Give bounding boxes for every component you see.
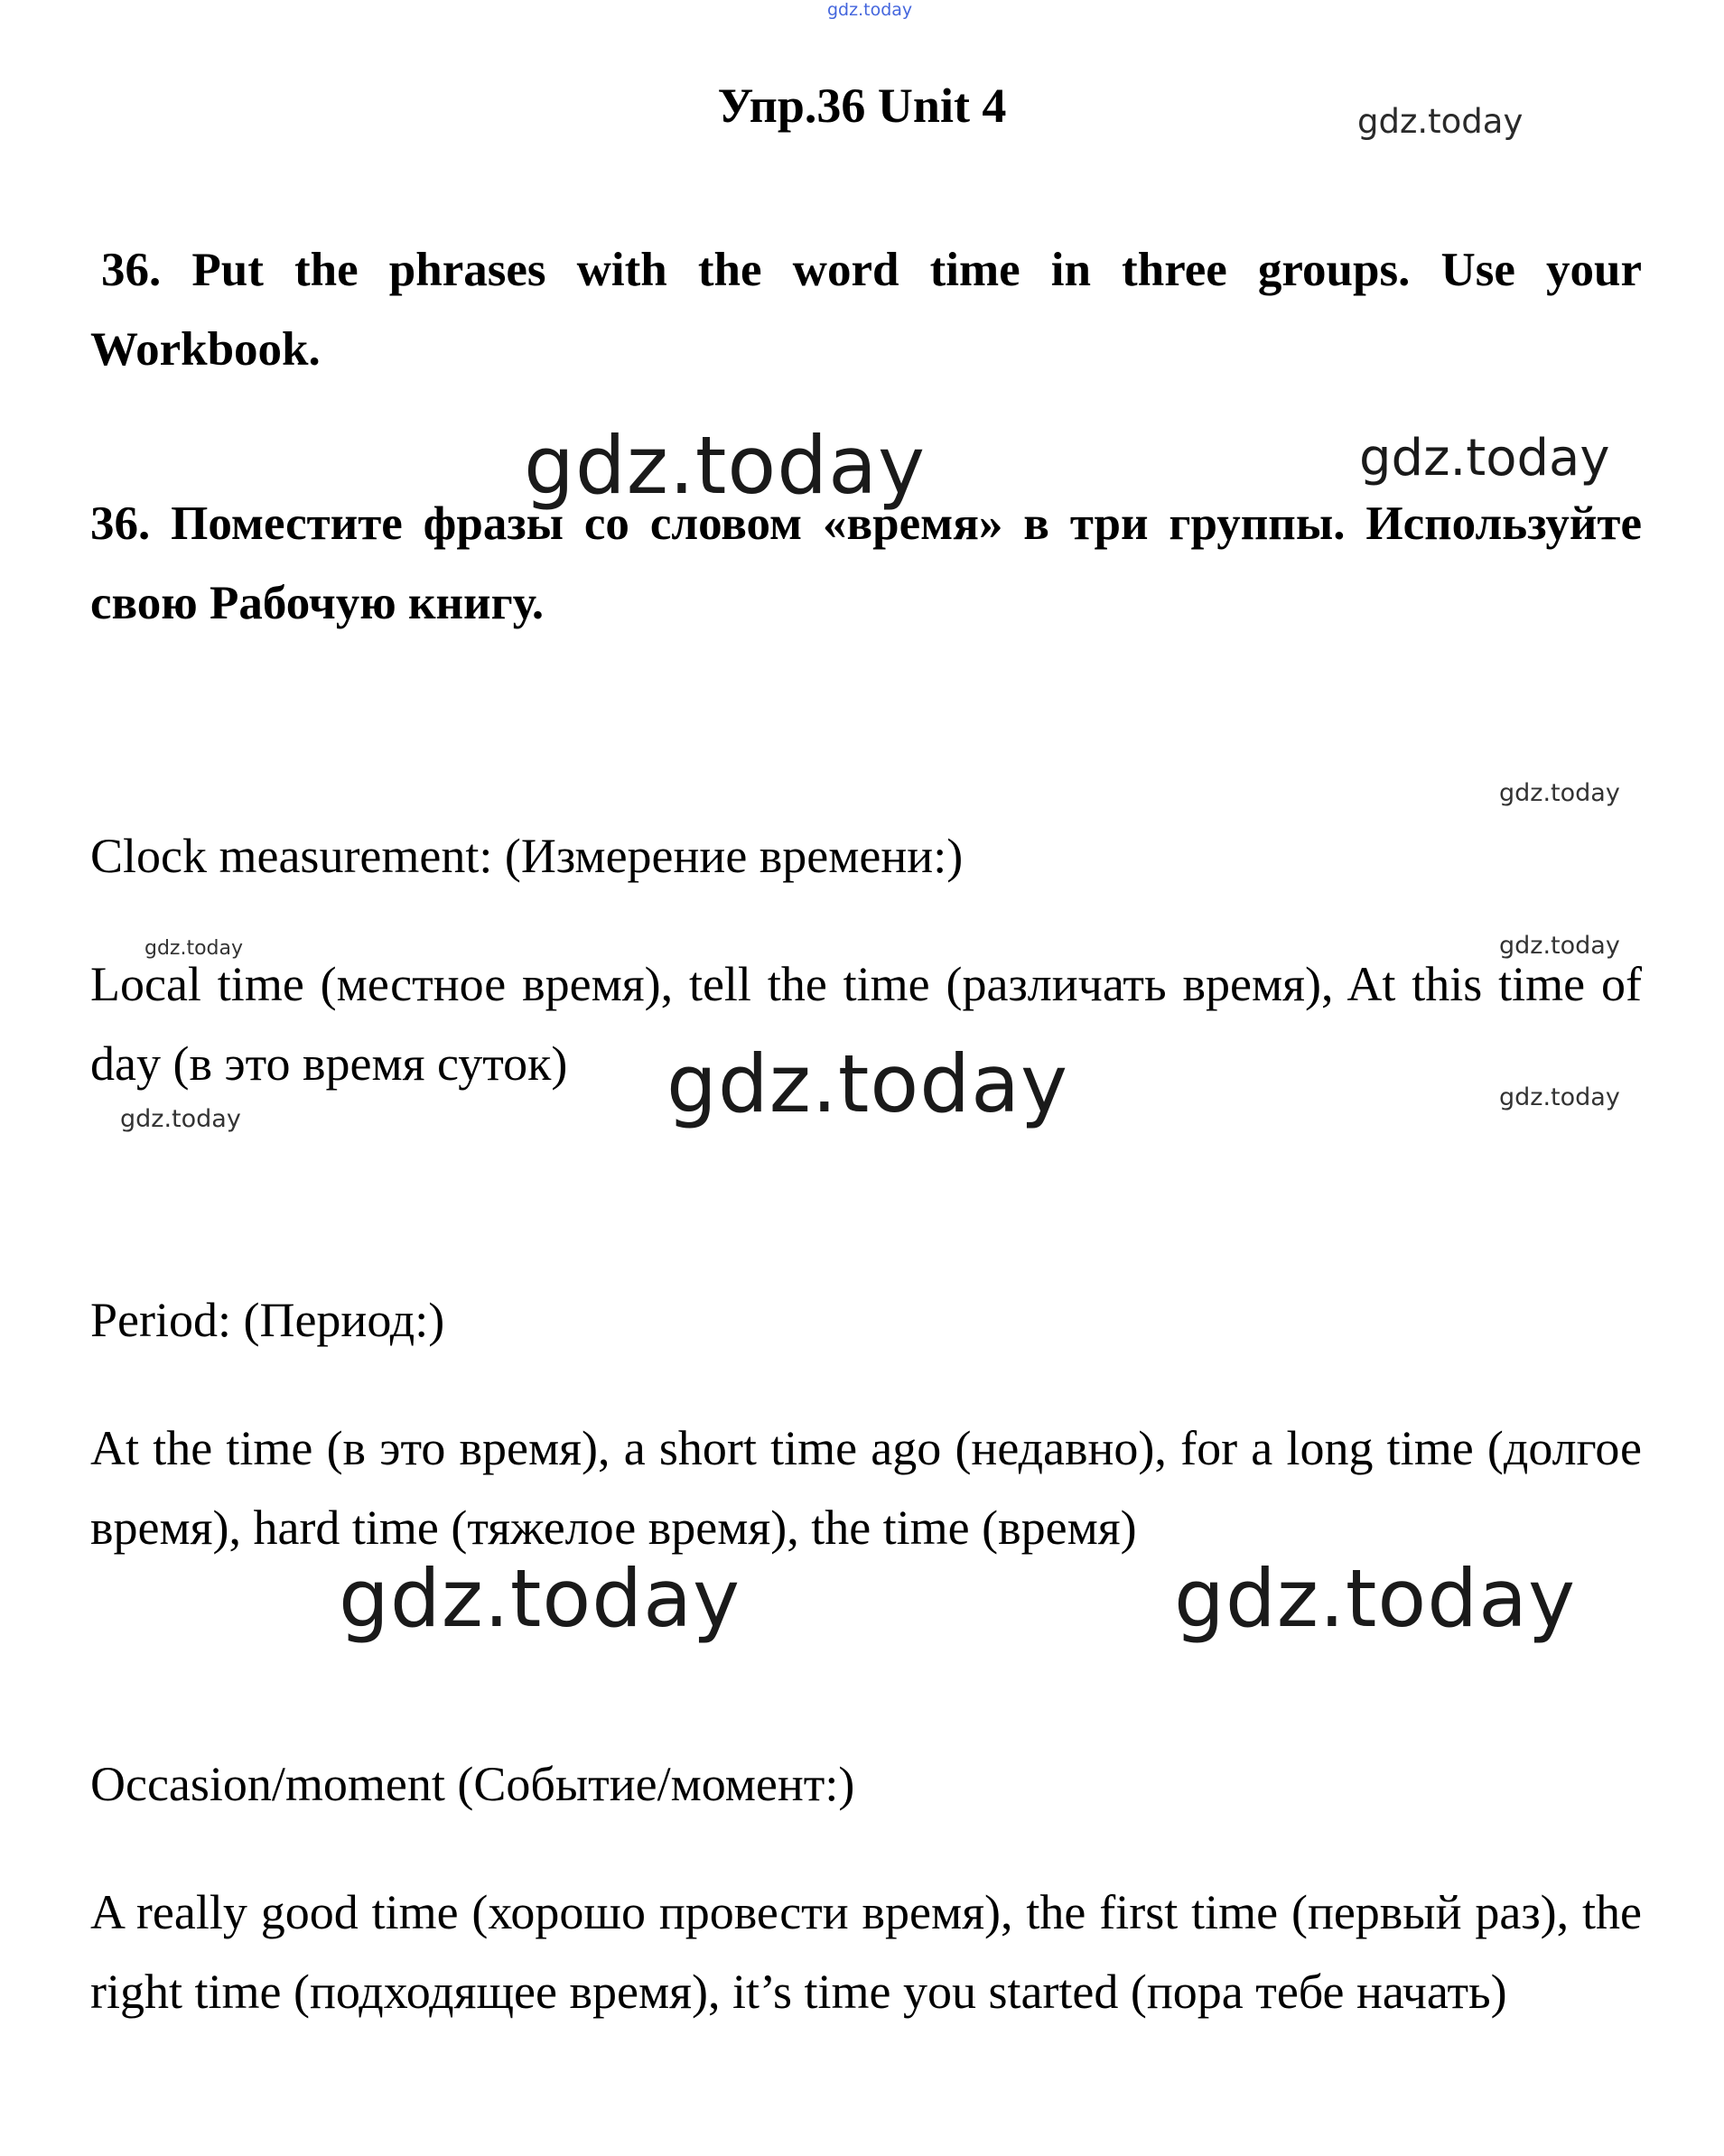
- watermark-large-2: gdz.today: [1359, 429, 1610, 488]
- watermark-small-2: gdz.today: [144, 937, 244, 960]
- watermark-small-3: gdz.today: [1499, 932, 1620, 960]
- watermark-large-5: gdz.today: [1174, 1552, 1577, 1645]
- group-phrases-occasion: A really good time (хорошо провести время), the first time (первый раз), the right time (подходящее время), it’s time you started (пора тебе начать): [90, 1885, 1642, 2019]
- watermark-large-3: gdz.today: [666, 1037, 1069, 1130]
- group-phrases-period: At the time (в это время), a short time ago (недавно), for a long time (долгое время), hard time (тяжелое время), the time (время): [90, 1421, 1642, 1555]
- group-heading-period: Period: (Период:): [90, 1293, 445, 1347]
- task-russian: 36. Поместите фразы со словом «время» в три группы. Используйте свою Рабочую книгу.: [90, 497, 1642, 629]
- task-english: 36. Put the phrases with the word time in three groups. Use your Workbook.: [90, 244, 1642, 376]
- watermark-small-4: gdz.today: [120, 1105, 241, 1133]
- watermark-large-1: gdz.today: [524, 419, 927, 512]
- group-phrases-clock: Local time (местное время), tell the time (различать время), At this time of day (в это время суток): [90, 957, 1642, 1091]
- watermark-large-4: gdz.today: [339, 1552, 741, 1645]
- group-heading-clock: Clock measurement: (Измерение времени:): [90, 829, 964, 883]
- watermark-small-1: gdz.today: [1499, 779, 1620, 807]
- page-title: Упр.36 Unit 4: [717, 79, 1007, 133]
- watermark-small-5: gdz.today: [1499, 1083, 1620, 1111]
- group-heading-occasion: Occasion/moment (Событие/момент:): [90, 1757, 855, 1811]
- watermark-title-right: gdz.today: [1357, 102, 1524, 141]
- watermark-top: gdz.today: [827, 0, 913, 20]
